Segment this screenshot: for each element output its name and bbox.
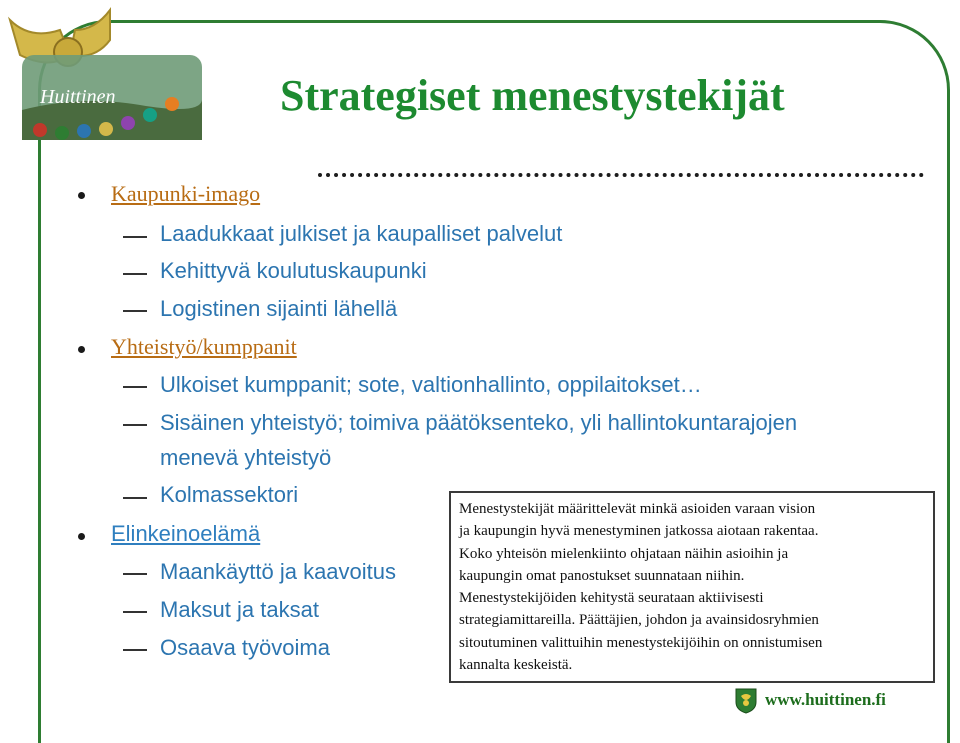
huittinen-logo bbox=[0, 0, 210, 150]
sub-item: Sisäinen yhteistyö; toimiva päätöksenteko, yli hallintokuntarajojen bbox=[160, 410, 798, 435]
sub-dash bbox=[123, 649, 147, 651]
sub-item: Logistinen sijainti lähellä bbox=[160, 296, 398, 321]
sub-item: Osaava työvoima bbox=[160, 635, 330, 660]
bullet-dot bbox=[78, 192, 85, 199]
sub-item: Maankäyttö ja kaavoitus bbox=[160, 559, 397, 584]
callout-line: kaupungin omat panostukset suunnataan niihin. bbox=[459, 567, 745, 584]
sub-dash bbox=[123, 497, 147, 499]
sub-item: Kolmassektori bbox=[160, 482, 299, 507]
bullet-yhteistyo: Yhteistyö/kumppanit bbox=[111, 334, 297, 359]
callout-line: kannalta keskeistä. bbox=[459, 657, 573, 674]
sub-dash bbox=[123, 386, 147, 388]
bullet-elinkeinoelama: Elinkeinoelämä bbox=[111, 521, 261, 546]
sub-item: Kehittyvä koulutuskaupunki bbox=[160, 258, 427, 283]
sub-item: Ulkoiset kumppanit; sote, valtionhallinto, oppilaitokset… bbox=[160, 372, 702, 397]
callout-line: strategiamittareilla. Päättäjien, johdon ja avainsidosryhmien bbox=[459, 612, 819, 629]
callout-line: sitoutuminen valittuihin menestystekijöihin on onnistumisen bbox=[459, 634, 823, 651]
sub-dash bbox=[123, 424, 147, 426]
callout-line: Menestystekijät määrittelevät minkä asioiden varaan vision bbox=[459, 501, 816, 517]
callout-line: ja kaupungin hyvä menestyminen jatkossa aiotaan rakentaa. bbox=[459, 523, 819, 540]
sub-dash bbox=[123, 236, 147, 238]
bullet-kaupunki-imago: Kaupunki-imago bbox=[111, 181, 261, 206]
callout-line: Koko yhteisön mielenkiinto ohjataan näihin asioihin ja bbox=[459, 545, 789, 562]
callout-box bbox=[449, 491, 935, 683]
callout-line: Menestystekijöiden kehitystä seurataan aktiivisesti bbox=[459, 590, 764, 607]
sub-dash bbox=[123, 611, 147, 613]
logo-text: Huittinen bbox=[40, 86, 116, 108]
sub-item: Laadukkaat julkiset ja kaupalliset palvelut bbox=[160, 221, 563, 246]
title-divider bbox=[318, 173, 924, 177]
sub-dash bbox=[123, 573, 147, 575]
sub-dash bbox=[123, 310, 147, 312]
sub-item-continuation: menevä yhteistyö bbox=[160, 445, 332, 470]
slide-title: Strategiset menestystekijät bbox=[280, 71, 785, 120]
bullet-dot bbox=[78, 533, 85, 540]
sub-item: Maksut ja taksat bbox=[160, 597, 319, 622]
sub-dash bbox=[123, 273, 147, 275]
footer-url-link[interactable]: www.huittinen.fi bbox=[765, 690, 886, 709]
coat-of-arms-icon bbox=[735, 688, 757, 714]
bullet-dot bbox=[78, 346, 85, 353]
